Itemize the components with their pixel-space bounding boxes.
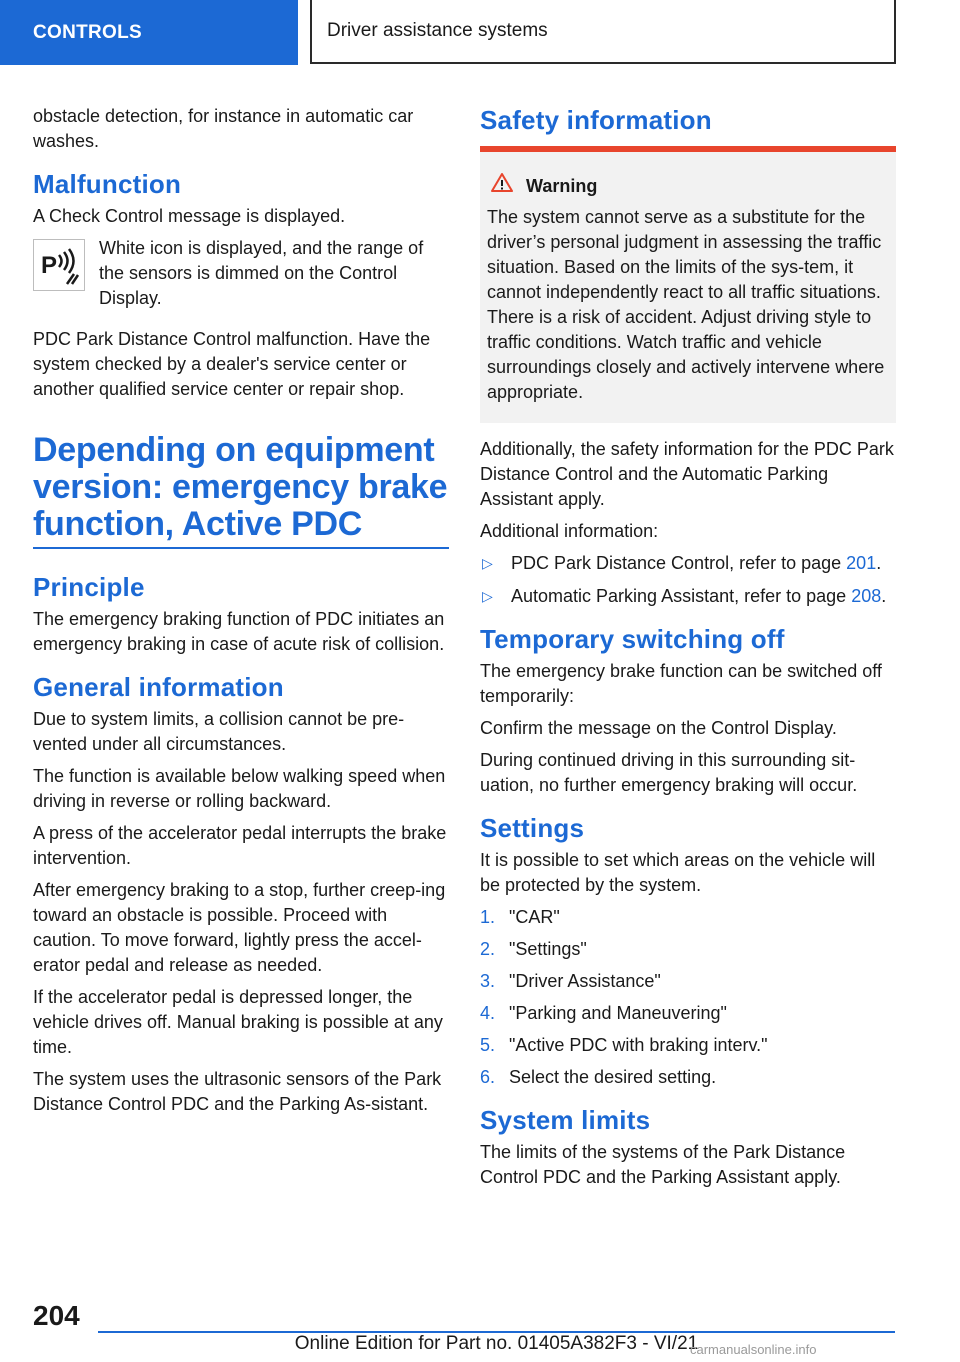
settings-steps <box>480 905 896 1090</box>
step-text: Select the desired setting. <box>509 1067 717 1087</box>
temporary-p3: During continued driving in this surrounding sit‐uation, no further emergency braking will occur. <box>480 750 858 795</box>
temporary-heading: Temporary switching off <box>480 624 785 654</box>
step-text: "Settings" <box>509 939 587 959</box>
safety-heading: Safety information <box>480 105 712 135</box>
step-text: "CAR" <box>509 907 560 927</box>
page-link[interactable]: 201 <box>846 553 877 573</box>
general-p6: The system uses the ultrasonic sensors of the Park Distance Control PDC and the Parking As‐sistant. <box>33 1069 442 1114</box>
watermark: carmanualsonline.info <box>690 1342 817 1357</box>
section-tab[interactable]: CONTROLS <box>0 0 298 65</box>
safety-p1: Additionally, the safety information for the PDC Park Distance Control and the Automatic Parking Assistant apply. <box>480 439 894 509</box>
svg-text:P: P <box>41 252 58 279</box>
step-text: "Parking and Maneuvering" <box>509 1003 727 1023</box>
step-item <box>480 1065 896 1090</box>
step-number: 6. <box>480 1067 496 1087</box>
warning-header <box>487 172 888 200</box>
page-link[interactable]: 208 <box>851 586 882 606</box>
triangle-bullet-icon: ▷ <box>482 555 493 571</box>
general-p4: After emergency braking to a stop, further creep‐ing toward an obstacle is possible. Proceed with caution. To move forward, lightly press the accel‐erator pedal and release as needed. <box>33 880 446 975</box>
reference-text: Automatic Parking Assistant, refer to page 208. <box>511 586 887 606</box>
triangle-bullet-icon: ▷ <box>482 588 493 604</box>
step-item <box>480 905 896 930</box>
general-p1: Due to system limits, a collision cannot be pre‐vented under all circumstances. <box>33 709 405 754</box>
left-column <box>33 104 449 1124</box>
principle-heading: Principle <box>33 572 145 602</box>
step-item <box>480 969 896 994</box>
general-heading: General information <box>33 672 284 702</box>
reference-item <box>480 551 896 576</box>
malfunction-heading: Malfunction <box>33 169 182 199</box>
step-number: 5. <box>480 1035 496 1055</box>
icon-note-text: White icon is displayed, and the range of the sensors is dimmed on the Control Display. <box>99 238 424 308</box>
step-item <box>480 1001 896 1026</box>
pdc-sensor-icon <box>33 239 85 291</box>
settings-heading: Settings <box>480 813 585 843</box>
step-number: 4. <box>480 1003 496 1023</box>
principle-p1: The emergency braking function of PDC initiates an emergency braking in case of acute risk of collision. <box>33 609 445 654</box>
page-number: 204 <box>33 1300 80 1331</box>
step-text: "Driver Assistance" <box>509 971 661 991</box>
reference-list <box>480 551 896 609</box>
general-p5: If the accelerator pedal is depressed longer, the vehicle drives off. Manual braking is possible at any time. <box>33 987 443 1057</box>
limits-heading: System limits <box>480 1105 651 1135</box>
general-p3: A press of the accelerator pedal interrupts the brake intervention. <box>33 823 447 868</box>
warning-box <box>480 146 896 423</box>
chapter-title: Driver assistance systems <box>310 0 896 64</box>
temporary-p1: The emergency brake function can be switched off temporarily: <box>480 661 882 706</box>
warning-text: The system cannot serve as a substitute for the driver’s personal judgment in assessing the traffic situation. Based on the limits of the sys‐tem, it cannot independently react to all traffic situations. There is a risk of accident. Adjust driving style to traffic conditions. Watch traffic and vehicle surroundings closely and actively intervene where appropriate. <box>487 207 885 402</box>
step-number: 2. <box>480 939 496 959</box>
settings-p1: It is possible to set which areas on the vehicle will be protected by the system. <box>480 850 876 895</box>
step-text: "Active PDC with braking interv." <box>509 1035 768 1055</box>
reference-text: PDC Park Distance Control, refer to page 201. <box>511 553 882 573</box>
safety-p2: Additional information: <box>480 521 659 541</box>
general-p2: The function is available below walking speed when driving in reverse or rolling backward. <box>33 766 446 811</box>
step-item <box>480 1033 896 1058</box>
chapter-heading: Depending on equipment version: emergency brake function, Active PDC <box>33 431 448 543</box>
warning-triangle-icon <box>490 172 514 200</box>
step-number: 3. <box>480 971 496 991</box>
chapter-divider <box>33 543 449 549</box>
reference-item <box>480 584 896 609</box>
edition-footer: Online Edition for Part no. 01405A382F3 - VI/21 <box>294 1333 699 1354</box>
right-column <box>480 104 896 1197</box>
warning-label: Warning <box>526 175 598 196</box>
step-item <box>480 937 896 962</box>
malfunction-p1: A Check Control message is displayed. <box>33 206 346 226</box>
temporary-p2: Confirm the message on the Control Display. <box>480 718 837 738</box>
limits-p1: The limits of the systems of the Park Distance Control PDC and the Parking Assistant apply. <box>480 1142 846 1187</box>
icon-note <box>33 236 449 311</box>
intro-paragraph: obstacle detection, for instance in automatic car washes. <box>33 106 414 151</box>
malfunction-p2: PDC Park Distance Control malfunction. Have the system checked by a dealer's service center or another qualified service center or repair shop. <box>33 329 431 399</box>
step-number: 1. <box>480 907 496 927</box>
